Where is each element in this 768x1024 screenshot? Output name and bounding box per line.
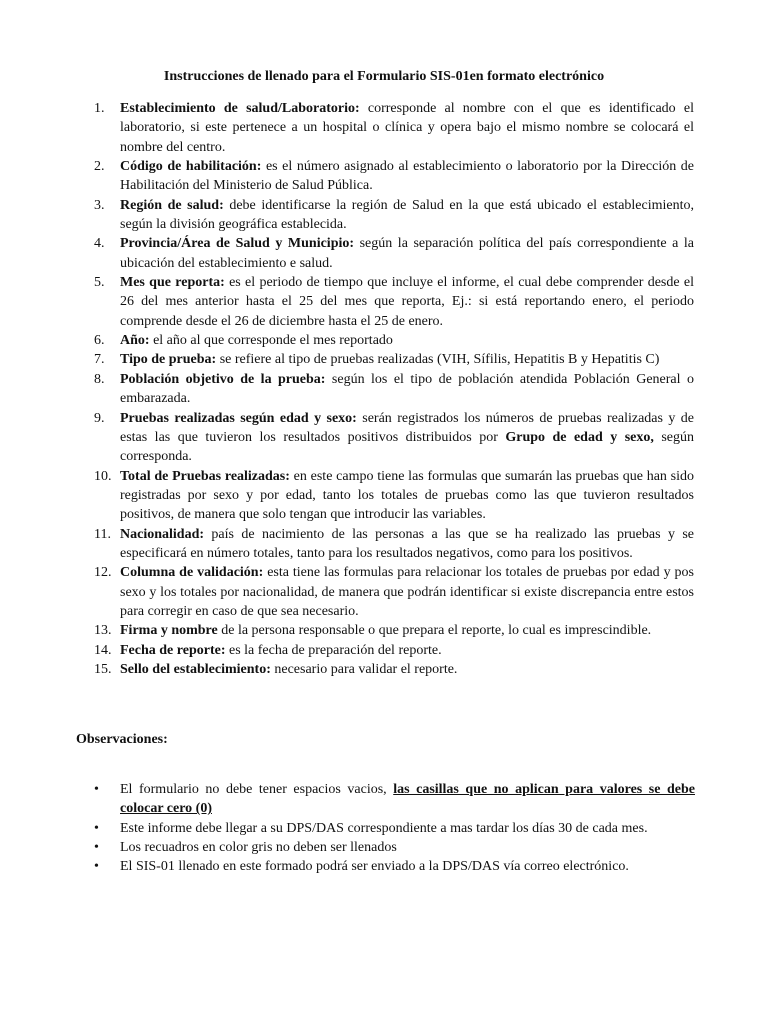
instruction-term: Total de Pruebas realizadas: [120,468,290,484]
instruction-text: en este campo tiene las formulas que sumarán las pruebas que han sido registradas por sexo y por edad, tanto los totales de pruebas como las que tuvieron resultados positivos, de manera que solo tengan que introducir las variables. [120,468,694,523]
instruction-text: serán registrados los números de pruebas realizadas y de estas las que tuvieron los resultados positivos distribuidos por [120,410,694,445]
instruction-term: Pruebas realizadas según edad y sexo: [120,410,357,426]
instruction-text: el año al que corresponde el mes reportado [149,333,393,349]
instruction-number: 7. [94,352,105,368]
instruction-item [94,621,694,640]
instruction-item [94,563,694,621]
instruction-number: 6. [94,333,105,349]
instruction-number: 3. [94,197,105,213]
bullet-icon: • [94,782,99,797]
instruction-text: país de nacimiento de las personas a las que se ha realizado las pruebas y se especificará en número totales, tanto para los resultados negativos, como para los positivos. [120,526,694,561]
instruction-item [94,331,694,350]
instruction-item [94,273,694,331]
bullet-icon: • [94,820,99,836]
instruction-item [94,409,694,467]
instruction-term: Código de habilitación: [120,159,262,175]
instruction-number: 2. [94,159,105,175]
instruction-item [94,234,694,273]
observation-item [94,819,695,838]
instruction-term: Firma y nombre [120,623,218,639]
instruction-number: 9. [94,410,105,426]
instructions-list [94,99,694,679]
observations-list [94,780,695,877]
observation-item [94,838,695,857]
instruction-text-secondary: según corresponda. [120,429,694,465]
instruction-item [94,157,694,196]
instruction-term: Tipo de prueba: [120,352,217,368]
bullet-icon: • [94,859,99,875]
instruction-text: de la persona responsable o que prepara el reporte, lo cual es imprescindible. [217,623,652,639]
bullet-icon: • [94,840,99,856]
instruction-text: se refiere al tipo de pruebas realizadas (VIH, Sífilis, Hepatitis B y Hepatitis C) [216,352,660,368]
observations-heading: Observaciones: [76,732,168,747]
observation-emphasis: las casillas que no aplican para valores se debe colocar cero (0) [120,782,695,817]
instruction-number: 15. [94,661,112,677]
observation-text: El formulario no debe tener espacios vacios, [120,782,394,797]
instruction-text: debe identificarse la región de Salud en la que está ubicado el establecimiento, según la división geográfica establecida. [120,197,694,233]
instruction-item [94,660,694,679]
instruction-item [94,467,694,525]
instruction-text: es el número asignado al establecimiento o laboratorio por la Dirección de Habilitación del Ministerio de Salud Pública. [120,159,694,194]
instruction-number: 13. [94,623,112,639]
instruction-number: 8. [94,371,105,387]
instruction-term: Nacionalidad: [120,526,205,542]
instruction-term: Columna de validación: [120,565,264,581]
instruction-item [94,99,694,157]
observation-text: Este informe debe llegar a su DPS/DAS correspondiente a mas tardar los días 30 de cada mes. [120,820,648,836]
instruction-number: 1. [94,101,105,116]
observation-item [94,780,695,819]
instruction-item [94,525,694,564]
observation-text: Los recuadros en color gris no deben ser llenados [120,840,397,856]
instruction-term: Sello del establecimiento: [120,661,271,677]
instruction-text: corresponde al nombre con el que es identificado el laboratorio, si este pertenece a un hospital o clínica y opera bajo el mismo nombre se colocará el nombre del centro. [120,101,694,155]
instruction-text: es el periodo de tiempo que incluye el informe, el cual debe comprender desde el 26 del mes anterior hasta el 25 del mes que reporta, Ej.: si está reportando enero, el periodo comprende desde el 26 de diciembre hasta el 25 de enero. [120,275,694,329]
instruction-term-secondary: Grupo de edad y sexo, [505,429,654,445]
instruction-text: necesario para validar el reporte. [270,661,458,677]
instruction-number: 12. [94,565,112,581]
instruction-number: 11. [94,526,111,542]
instruction-text: según la separación política del país correspondiente a la ubicación del establecimiento e salud. [120,236,694,271]
instruction-text: esta tiene las formulas para relacionar los totales de pruebas por edad y pos sexo y los totales por nacionalidad, de manera que podrán identificar si existe discrepancia entre estos para corregir en caso de que sea necesario. [120,565,694,619]
instruction-item [94,370,694,409]
instruction-item [94,641,694,660]
instruction-term: Provincia/Área de Salud y Municipio: [120,236,355,252]
instruction-item [94,350,694,369]
observation-text: El SIS-01 llenado en este formado podrá ser enviado a la DPS/DAS vía correo electrónico. [120,859,629,875]
instruction-term: Establecimiento de salud/Laboratorio: [120,101,360,116]
instruction-term: Año: [120,333,150,349]
instruction-term: Región de salud: [120,197,224,213]
instruction-term: Fecha de reporte: [120,642,226,658]
instruction-text: según los el tipo de población atendida Población General o embarazada. [120,371,694,407]
instruction-term: Población objetivo de la prueba: [120,371,326,387]
instruction-number: 4. [94,236,105,252]
instruction-text: es la fecha de preparación del reporte. [225,642,442,658]
instruction-term: Mes que reporta: [120,275,225,291]
instruction-number: 14. [94,642,112,658]
instruction-item [94,196,694,235]
document-title: Instrucciones de llenado para el Formulario SIS-01en formato electrónico [163,69,605,84]
instruction-number: 5. [94,275,105,291]
observation-item [94,857,695,876]
instruction-number: 10. [94,468,112,484]
